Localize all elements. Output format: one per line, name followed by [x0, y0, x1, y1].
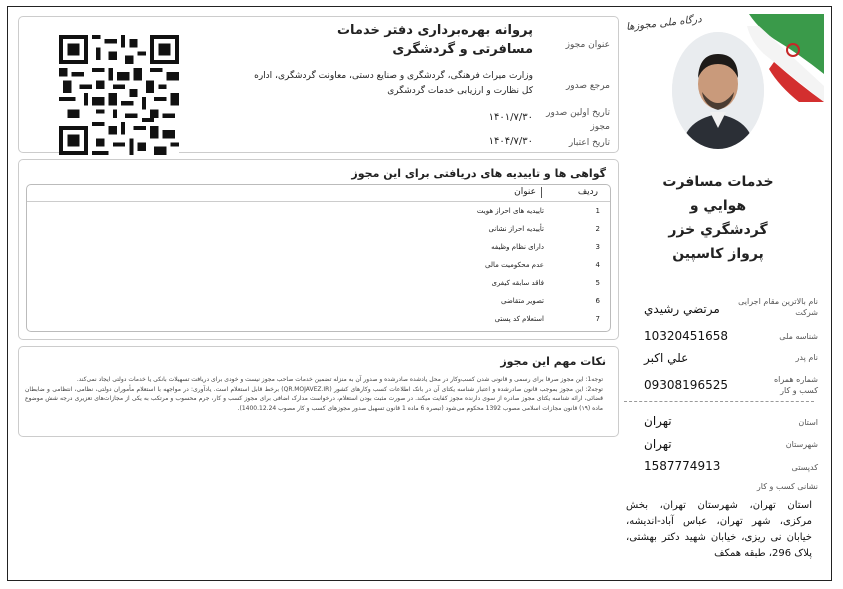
- national-id-value: 10320451658: [644, 329, 728, 343]
- province-value: تهران: [644, 414, 672, 428]
- table-row: 6 تصویر متقاضی: [501, 297, 600, 305]
- holder-photo: [672, 32, 764, 149]
- city-value: تهران: [644, 437, 672, 451]
- holder-panel: [620, 8, 824, 578]
- table-row: 3 دارای نظام وظیفه: [491, 243, 600, 251]
- note-1: توجه1: این مجوز صرفا برای رسمی و قانونی شدن کسب‌وکار در محل یادشده صادرشده و صدور آن به منزله تضمین خدمات صاحب مجوز نیست و خودی برای دریافت تسهیلات بانکی یا خدمات دولتی ایجاد نمی‌کند.: [76, 376, 603, 383]
- father-name-value: علي اكبر: [644, 351, 689, 365]
- qr-code-icon: [59, 35, 179, 155]
- license-title-label: عنوان مجوز: [565, 40, 610, 50]
- portal-logo: درگاه ملی مجوزها: [625, 14, 703, 33]
- notes-card: [18, 346, 619, 437]
- table-row: 5 فاقد سابقه کیفری: [491, 279, 600, 287]
- address-label: نشانی کسب و کار: [756, 482, 818, 491]
- license-info-card: [18, 16, 619, 153]
- validity-date-value: ۱۴۰۴/۷/۳۰: [488, 136, 533, 147]
- national-id-label: شناسه ملی: [779, 332, 818, 341]
- father-name-label: نام پدر: [795, 353, 818, 362]
- divider: [624, 401, 814, 402]
- certificates-table: [26, 184, 611, 332]
- table-row: 2 تأییدیه احراز نشانی: [488, 225, 600, 233]
- table-row: 1 تاییدیه های احراز هویت: [476, 207, 600, 215]
- column-separator: [541, 187, 542, 198]
- address-value: استان تهران، شهرستان تهران، بخش مرکزی، شهر تهران، عباس آباد-اندیشه، خیابان نی ریزی، خیابان شهید دکتر بهشتی، پلاک 296، طبقه همکف: [626, 500, 812, 559]
- mobile-label: شماره همراه کسب و کار: [773, 375, 818, 395]
- city-label: شهرستان: [785, 440, 818, 449]
- table-row: 7 استعلام کد پستی: [494, 315, 600, 323]
- ceo-label: نام بالاترین مقام اجرایی شرکت: [738, 297, 818, 317]
- issuing-authority-label: مرجع صدور: [565, 81, 610, 91]
- certificates-card: [18, 159, 619, 340]
- ceo-value: مرتضي رشيدي: [644, 302, 720, 316]
- table-header: [27, 185, 610, 202]
- table-row: 4 عدم محکومیت مالی: [485, 261, 600, 269]
- postal-code-label: کدپستی: [791, 463, 818, 472]
- validity-date-label: تاریخ اعتبار: [568, 138, 610, 148]
- license-title-value: پروانه بهره‌برداری دفتر خدمات مسافرتی و گردشگری: [336, 23, 533, 57]
- notes-title: نکات مهم این مجوز: [500, 355, 606, 368]
- column-header-title: عنوان: [514, 187, 536, 197]
- province-label: استان: [798, 418, 818, 427]
- company-name: خدمات مسافرت هوايي و گردشگري خزر پرواز کاسپين: [662, 174, 774, 262]
- first-issue-date-value: ۱۴۰۱/۷/۳۰: [488, 112, 533, 123]
- note-2: توجه2: این مجوز بموجب قانون صادرشده و اعتبار شناسه یکتای آن در بانک اطلاعات کسب وکارهای کشور (QR.MOJAVEZ.IR) برخط قابل استعلام است. یادآوری: در مواجهه با استعلام مأموران دولتی، نظامی، انتظامی و ضابطان قضائی، ارائه شناسه یکتای مجوز صادره از سوی دارنده مجوز کفایت میکند. در صورت مثبت بودن استعلام، درخواست مدارک اضافی برای مجوز کسب و کار، جرم محسوب و مرتکب به یکی از مجازات‌های تعزیری درجه شش موضوع ماده (۱۹) قانون مجازات اسلامی مصوب 1392 محکوم می‌شود (تبصره 6 ماده 1 قانون تسهیل صدور مجوزهای کسب و کار مصوب 1400.12.24).: [25, 385, 603, 412]
- certificates-title: گواهی ها و تاییدیه های دریافتی برای این مجوز: [351, 167, 606, 180]
- issuing-authority-value: وزارت میراث فرهنگی، گردشگری و صنایع دستی، معاونت گردشگری، اداره کل نظارت و ارزیابی خدمات گردشگری: [254, 71, 533, 96]
- column-header-num: ردیف: [577, 187, 598, 197]
- mobile-value: 09308196525: [644, 378, 728, 392]
- notes-text: [25, 375, 603, 413]
- first-issue-date-label: تاریخ اولین صدور مجوز: [546, 108, 610, 132]
- postal-code-value: 1587774913: [644, 459, 721, 473]
